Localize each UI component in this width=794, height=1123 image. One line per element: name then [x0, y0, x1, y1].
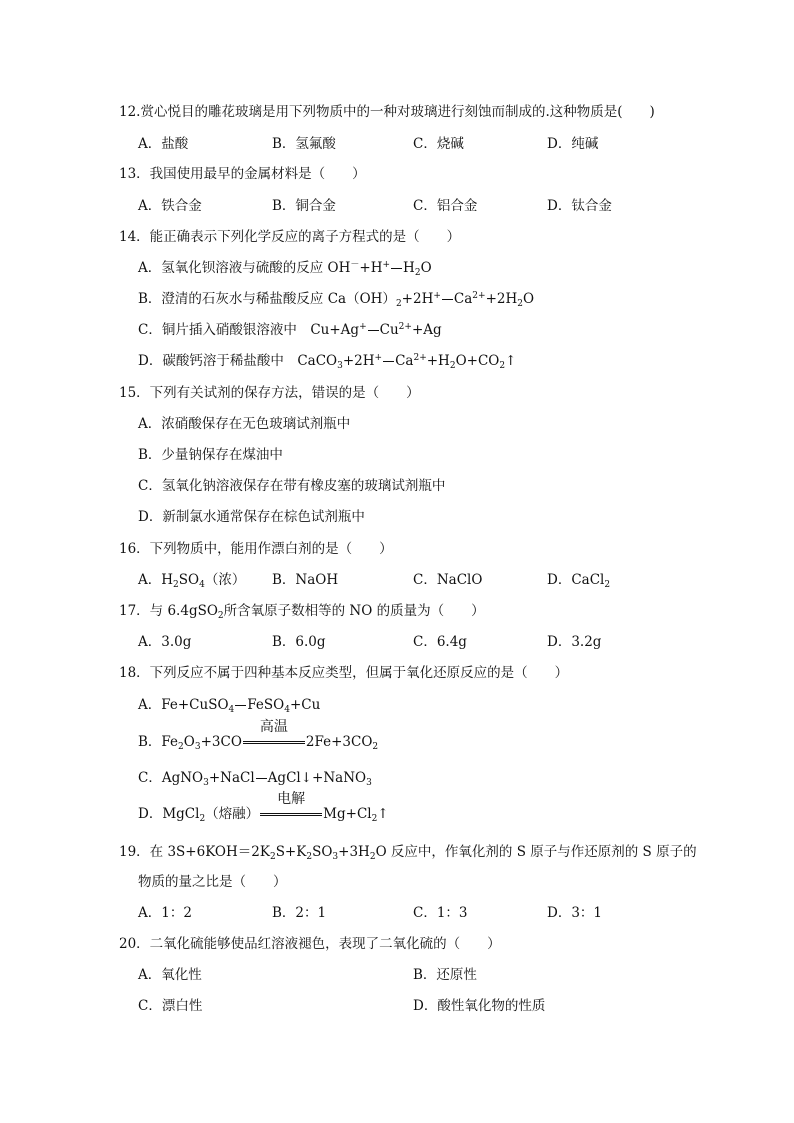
q17-stem-pre: 17．与 6.4gSO — [119, 603, 218, 619]
q14-option-a-text: A．氢氧化钡溶液与硫酸的反应 — [138, 260, 324, 276]
q12-option-c: C．烧碱 — [413, 136, 464, 152]
q14-option-c: C．铜片插入硝酸银溶液中 Cu+Ag+ $Cu^{2+}+Ag$ — [138, 322, 442, 338]
question-20-stem: 20．二氧化硫能够使品红溶液褪色，表现了二氧化硫的（ ） — [119, 936, 501, 952]
reaction-condition-electrolysis — [260, 791, 322, 823]
q14-option-b: B．澄清的石灰水与稀盐酸反应 $Ca(OH)_2+2H^+$ $Ca^{2+}+2H_2O$ — [138, 291, 535, 309]
q19-option-d: D．3：1 — [547, 905, 603, 921]
q18-option-b: B．$Fe_2O_3+3CO$ 高温 $2Fe+3CO_2$ — [138, 719, 379, 752]
q17-option-d: D．3.2g — [547, 634, 602, 650]
q17-option-a: A．3.0g — [138, 634, 192, 650]
q20-option-d: D．酸性氧化物的性质 — [413, 998, 546, 1014]
q19-stem-pre: 19．在 3S+6KOH＝2K — [119, 844, 270, 860]
question-19-stem: 19．在 $3S+6KOH=2K_2S+K_2SO_3+3H_2O$ 反应中，作氧化剂的 S 原子与作还原剂的 S 原子的 — [119, 844, 697, 862]
q13-option-a: A．铁合金 — [138, 198, 202, 214]
cond-electrolysis-label: 电解 — [277, 791, 306, 807]
question-16-stem: 16．下列物质中，能用作漂白剂的是（ ） — [119, 541, 393, 557]
q19-stem-post: 反应中，作氧化剂的 S 原子与作还原剂的 S 原子的 — [390, 844, 697, 860]
q15-option-a: A．浓硝酸保存在无色玻璃试剂瓶中 — [138, 416, 351, 432]
q17-option-c: C．6.4g — [413, 634, 467, 650]
question-13-stem: 13．我国使用最早的金属材料是（ ） — [119, 166, 366, 182]
q17-option-b: B．6.0g — [272, 634, 326, 650]
q12-option-a: A．盐酸 — [138, 136, 189, 152]
q14-option-b-text: B．澄清的石灰水与稀盐酸反应 — [138, 291, 324, 307]
question-15-stem: 15．下列有关试剂的保存方法，错误的是（ ） — [119, 385, 420, 401]
q14-option-c-text: C．铜片插入硝酸银溶液中 — [138, 322, 297, 338]
question-14-stem: 14．能正确表示下列化学反应的离子方程式的是（ ） — [119, 229, 461, 245]
q15-option-b: B．少量钠保存在煤油中 — [138, 447, 283, 463]
q15-option-d: D．新制氯水通常保存在棕色试剂瓶中 — [138, 509, 365, 525]
q13-option-d: D．钛合金 — [547, 198, 612, 214]
q16-option-a-label: A． — [138, 572, 162, 588]
q12-option-d: D．纯碱 — [547, 136, 599, 152]
q19-option-c: C．1：3 — [413, 905, 468, 921]
question-17-stem: 17．与 6.4gSO$_2$所含氧原子数相等的 NO 的质量为（ ） — [119, 603, 485, 621]
cond-heat-label: 高温 — [259, 719, 288, 735]
reaction-condition-heat — [243, 719, 305, 751]
q18-option-a: A．Fe+CuSO$_4$ FeSO$_4$+Cu — [138, 697, 321, 715]
q18-option-c: C．AgNO$_3$+NaCl AgCl↓+NaNO$_3$ — [138, 770, 372, 788]
q20-option-a: A．氧化性 — [138, 967, 202, 983]
q13-option-c: C．铝合金 — [413, 198, 478, 214]
q17-stem-post: 所含氧原子数相等的 NO 的质量为（ ） — [223, 603, 485, 619]
q19-option-b: B．2：1 — [272, 905, 327, 921]
q16-option-d-label: D． — [547, 572, 572, 588]
q15-option-c: C．氢氧化钠溶液保存在带有橡皮塞的玻璃试剂瓶中 — [138, 478, 446, 494]
q19-option-a: A．1：2 — [138, 905, 192, 921]
q16-option-d: D．CaCl$_2$ — [547, 572, 611, 590]
question-12-stem: 12.赏心悦目的雕花玻璃是用下列物质中的一种对玻璃进行刻蚀而制成的.这种物质是( ) — [119, 104, 655, 120]
q14-option-d: D．碳酸钙溶于稀盐酸中 CaCO$_3$+2H+ $Ca^{2+}+H_2O+CO_2↑$ — [138, 353, 517, 371]
q16-option-a: A．$H_2SO_4$（浓） — [138, 572, 246, 590]
q13-option-b: B．铜合金 — [272, 198, 336, 214]
q20-option-b: B．还原性 — [413, 967, 477, 983]
q12-option-b: B．氢氟酸 — [272, 136, 336, 152]
q18-melt: （熔融） — [205, 806, 260, 822]
q20-option-c: C．漂白性 — [138, 998, 203, 1014]
q16-option-b: B．NaOH — [272, 572, 339, 588]
q16-option-c: C．NaClO — [413, 572, 483, 588]
q14-option-d-text: D．碳酸钙溶于稀盐酸中 — [138, 353, 284, 369]
question-18-stem: 18．下列反应不属于四种基本反应类型，但属于氧化还原反应的是（ ） — [119, 665, 569, 681]
q14-option-a: A．氢氧化钡溶液与硫酸的反应 OH－+H+ $H_2O$ — [138, 260, 432, 278]
question-19-stem-line2: 物质的量之比是（ ） — [138, 874, 287, 890]
q18-option-d: D．MgCl$_2$（熔融） 电解 $Mg+Cl_2↑$ — [138, 791, 389, 824]
